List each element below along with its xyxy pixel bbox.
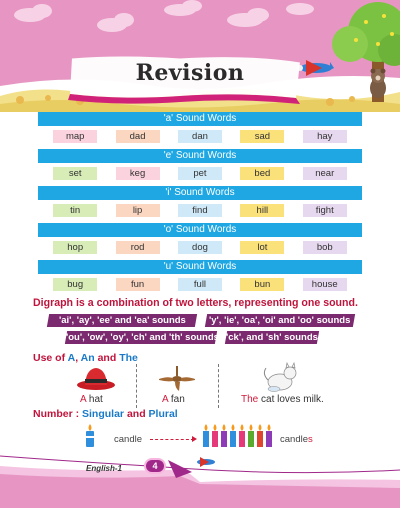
section-heading: 'o' Sound Words (38, 223, 362, 237)
divider (218, 364, 219, 408)
word-cell: lip (116, 204, 160, 217)
sound-words-table (38, 112, 362, 297)
article-example: The cat loves milk. (241, 394, 324, 405)
plural-word: candles (280, 434, 313, 445)
divider (136, 364, 137, 408)
sound-section-i (38, 186, 362, 223)
digraph-tag: 'ou', 'ow', 'oy', 'ch' and 'th' sounds (66, 332, 219, 343)
digraph-tag: 'y', 'ie', 'oa', 'oi' and 'oo' sounds (205, 314, 355, 327)
word-cell: sad (240, 130, 284, 143)
word-cell: dad (116, 130, 160, 143)
word-cell: hill (240, 204, 284, 217)
word-cell: hay (303, 130, 347, 143)
page-number: 4 (144, 458, 166, 474)
word-cell: hop (53, 241, 97, 254)
digraph-tag: 'ai', 'ay', 'ee' and 'ea' sounds (47, 314, 197, 327)
word-cell: lot (240, 241, 284, 254)
arrow (150, 439, 194, 440)
word-cell: rod (116, 241, 160, 254)
word-cell: fun (116, 278, 160, 291)
page-header (0, 0, 400, 112)
word-cell: bed (240, 167, 284, 180)
digraph-tag: 'ck', and 'sh' sounds (226, 332, 318, 343)
word-cell: map (53, 130, 97, 143)
section-heading: 'u' Sound Words (38, 260, 362, 274)
header-illustration (0, 0, 400, 112)
book-name: English-1 (86, 464, 123, 473)
word-cell: near (303, 167, 347, 180)
word-cell: pet (178, 167, 222, 180)
candles-icon (202, 424, 274, 448)
word-cell: bob (303, 241, 347, 254)
digraph-definition: Digraph is a combination of two letters, representing one sound. (33, 297, 358, 309)
word-cell: find (178, 204, 222, 217)
sound-section-a (38, 112, 362, 149)
bear-icon (370, 69, 386, 99)
candle-icon (84, 424, 96, 448)
singular-word: candle (114, 434, 142, 445)
fan-icon (157, 366, 197, 392)
word-cell: set (53, 167, 97, 180)
number-heading: Number : Singular and Plural (33, 408, 178, 420)
arrow-head-icon (192, 436, 197, 442)
sound-section-u (38, 260, 362, 297)
sound-section-e (38, 149, 362, 186)
article-example: A fan (162, 394, 185, 405)
cat-icon (258, 362, 302, 392)
word-cell: bun (240, 278, 284, 291)
section-heading: 'e' Sound Words (38, 149, 362, 163)
word-cell: bug (53, 278, 97, 291)
article-example: A hat (80, 394, 103, 405)
word-cell: house (303, 278, 347, 291)
footer-airplane-icon (197, 457, 215, 467)
section-heading: 'i' Sound Words (38, 186, 362, 200)
word-cell: dan (178, 130, 222, 143)
word-cell: tin (53, 204, 97, 217)
sound-section-o (38, 223, 362, 260)
section-heading: 'a' Sound Words (38, 112, 362, 126)
articles-heading: Use of A, An and The (33, 352, 138, 364)
word-cell: full (178, 278, 222, 291)
page-title: Revision (135, 60, 245, 86)
hat-icon (76, 363, 116, 391)
footer-decoration (0, 448, 400, 508)
word-cell: keg (116, 167, 160, 180)
word-cell: dog (178, 241, 222, 254)
word-cell: fight (303, 204, 347, 217)
